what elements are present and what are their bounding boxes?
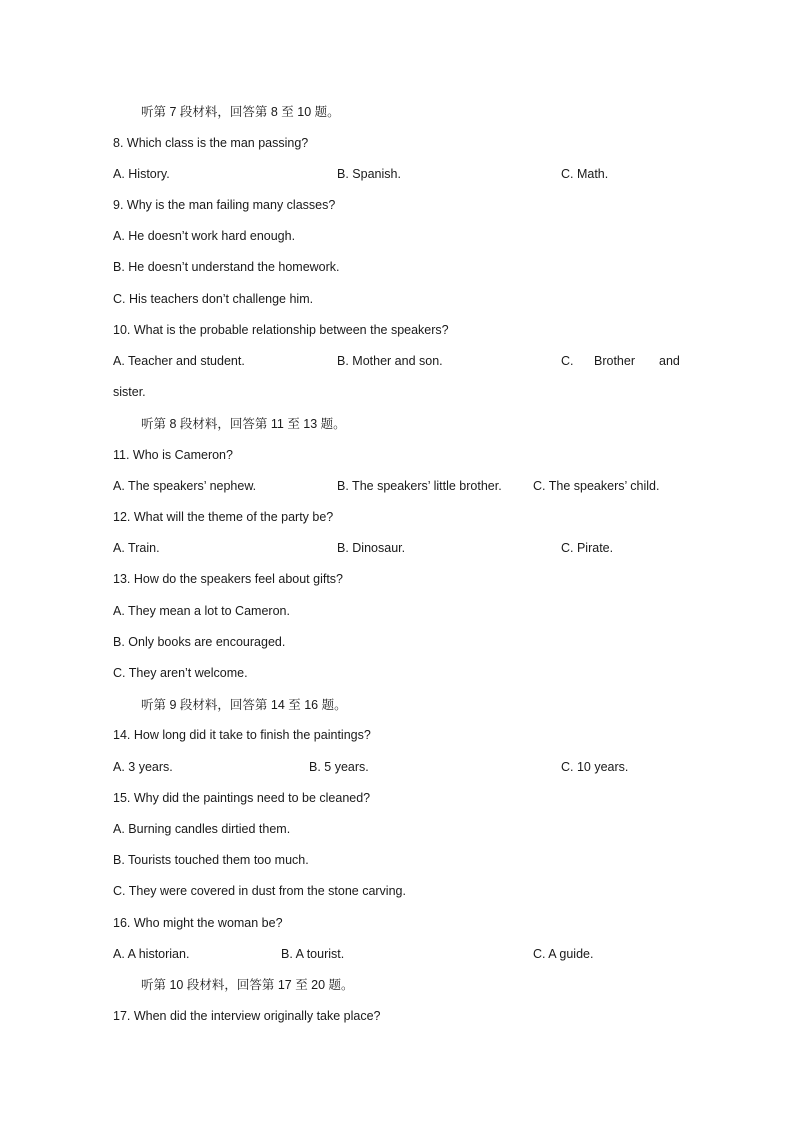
question-8-stem: 8. Which class is the man passing?	[113, 136, 309, 150]
question-17-stem: 17. When did the interview originally take place?	[113, 1009, 381, 1023]
question-12-option-a: A. Train.	[113, 541, 160, 555]
question-10-stem: 10. What is the probable relationship between the speakers?	[113, 323, 449, 337]
question-13-option-a: A. They mean a lot to Cameron.	[113, 604, 290, 618]
question-14-stem: 14. How long did it take to finish the paintings?	[113, 728, 371, 742]
question-15-option-a: A. Burning candles dirtied them.	[113, 822, 291, 836]
question-9-option-c: C. His teachers don’t challenge him.	[113, 292, 314, 306]
question-10-option-a: A. Teacher and student.	[113, 354, 245, 368]
question-12-stem: 12. What will the theme of the party be?	[113, 510, 334, 524]
question-8-option-b: B. Spanish.	[337, 167, 401, 181]
question-12-option-c: C. Pirate.	[561, 541, 614, 555]
question-9-option-b: B. He doesn’t understand the homework.	[113, 260, 340, 274]
section-heading-9: 听第 9 段材料，回答第 14 至 16 题。	[141, 698, 347, 712]
question-16-option-a: A. A historian.	[113, 947, 190, 961]
section-heading-10: 听第 10 段材料，回答第 17 至 20 题。	[141, 978, 354, 992]
question-10-option-c-label: C.	[561, 354, 574, 368]
question-10-option-b: B. Mother and son.	[337, 354, 443, 368]
question-15-option-c: C. They were covered in dust from the stone carving.	[113, 884, 406, 898]
section-heading-8: 听第 8 段材料，回答第 11 至 13 题。	[141, 417, 346, 431]
question-14-option-c: C. 10 years.	[561, 760, 629, 774]
question-10-option-c-word1: Brother	[594, 354, 635, 368]
question-13-stem: 13. How do the speakers feel about gifts?	[113, 572, 344, 586]
question-10-option-c-word2: and	[659, 354, 680, 368]
question-13-option-b: B. Only books are encouraged.	[113, 635, 286, 649]
question-16-option-c: C. A guide.	[533, 947, 594, 961]
question-8-option-a: A. History.	[113, 167, 170, 181]
question-14-option-b: B. 5 years.	[309, 760, 369, 774]
question-13-option-c: C. They aren’t welcome.	[113, 666, 248, 680]
question-10-option-c-continued: sister.	[113, 385, 146, 399]
section-heading-7: 听第 7 段材料，回答第 8 至 10 题。	[141, 105, 340, 119]
question-9-stem: 9. Why is the man failing many classes?	[113, 198, 336, 212]
question-11-stem: 11. Who is Cameron?	[113, 448, 233, 462]
question-16-stem: 16. Who might the woman be?	[113, 916, 283, 930]
question-11-option-c: C. The speakers’ child.	[533, 479, 660, 493]
question-9-option-a: A. He doesn’t work hard enough.	[113, 229, 296, 243]
question-8-option-c: C. Math.	[561, 167, 609, 181]
question-12-option-b: B. Dinosaur.	[337, 541, 406, 555]
question-16-option-b: B. A tourist.	[281, 947, 345, 961]
question-11-option-a: A. The speakers’ nephew.	[113, 479, 257, 493]
question-14-option-a: A. 3 years.	[113, 760, 173, 774]
question-15-option-b: B. Tourists touched them too much.	[113, 853, 309, 867]
question-11-option-b: B. The speakers’ little brother.	[337, 479, 502, 493]
question-15-stem: 15. Why did the paintings need to be cleaned?	[113, 791, 371, 805]
